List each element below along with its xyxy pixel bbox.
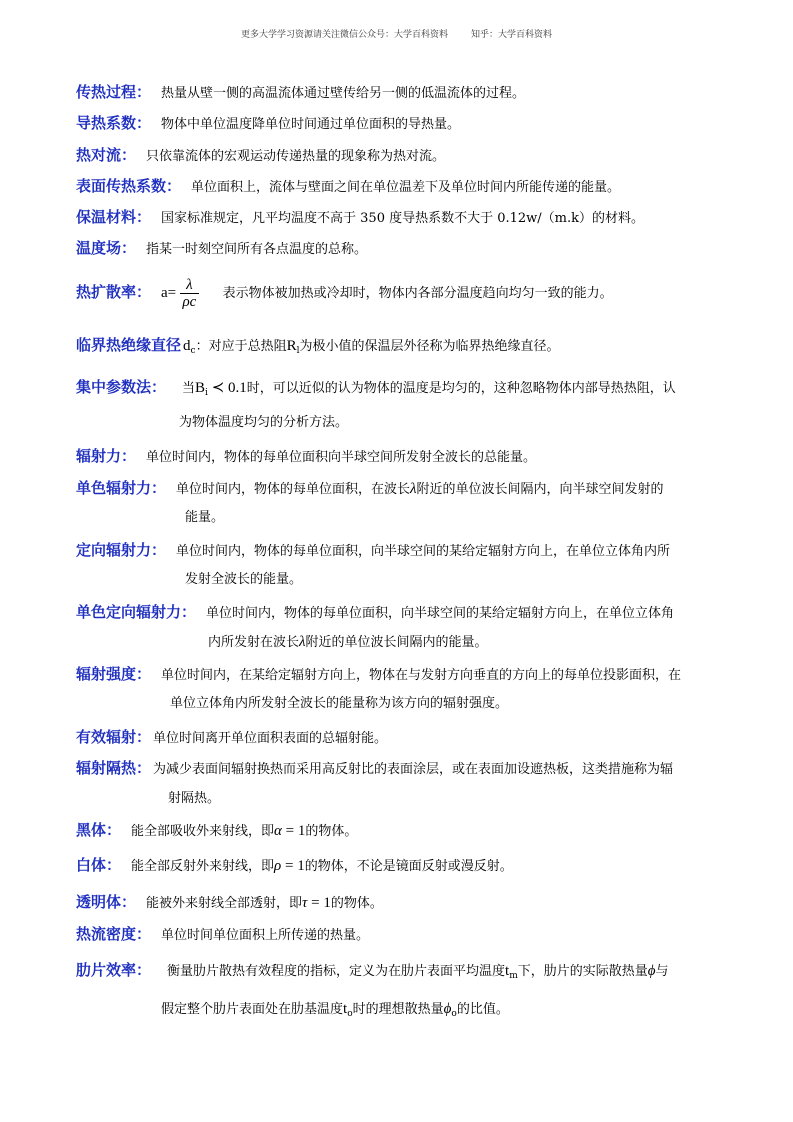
definition-part2: 附近的单位波长间隔内，向半球空间发射的: [416, 482, 664, 497]
entry-heat-transfer-process: [76, 77, 726, 109]
symbol-r: R: [286, 338, 297, 354]
term: 表面传热系数：: [76, 177, 182, 195]
symbol-t: t: [505, 963, 510, 979]
definition-part2: 的物体。: [330, 896, 383, 911]
definition: 物体中单位温度降单位时间通过单位面积的导热量。: [161, 117, 461, 132]
relation: = 1: [281, 858, 305, 874]
definition: 只依靠流体的宏观运动传递热量的现象称为热对流。: [146, 149, 446, 164]
term: 临界热绝缘直径: [76, 336, 182, 354]
definition-part2: 为极小值的保温层外径称为临界热绝缘直径。: [299, 339, 560, 354]
entry-emissive-power: [76, 441, 726, 473]
entry-fin-efficiency: [76, 955, 726, 991]
term: 传热过程：: [76, 83, 152, 101]
term: 单色辐射力：: [76, 479, 167, 497]
definition: 单位时间离开单位面积表面的总辐射能。: [153, 731, 388, 746]
term: 集中参数法：: [76, 378, 167, 396]
term: 单色定向辐射力：: [76, 603, 197, 621]
definition-part3: 与: [655, 964, 669, 979]
entry-insulation-material: [76, 202, 726, 234]
entry-black-body: [76, 815, 726, 847]
symbol-phi0-subscript: o: [451, 1009, 457, 1019]
symbol-phi0: ϕ: [443, 1001, 452, 1017]
entry-fin-efficiency-continuation: [161, 994, 509, 1029]
entry-lumped-parameter-method: [76, 372, 726, 408]
entry-surface-heat-transfer-coefficient: [76, 171, 726, 203]
symbol-t0-subscript: o: [347, 1009, 353, 1019]
definition: 单位时间内，在某给定辐射方向上，物体在与发射方向垂直的方向上的每单位投影面积，在: [161, 668, 682, 683]
symbol-alpha: α: [274, 823, 282, 839]
entry-radiation-intensity-continuation: 单位立体角内所发射全波长的能量称为该方向的辐射强度。: [170, 696, 509, 711]
diffusivity-fraction: [180, 277, 199, 310]
definition-part1: 衡量肋片散热有效程度的指标，定义为在肋片表面平均温度: [167, 964, 506, 979]
definition: 单位时间内，物体的每单位面积，向半球空间的某给定辐射方向上，在单位立体角内所: [176, 544, 671, 559]
symbol-r-subscript: l: [296, 346, 300, 356]
term: 辐射力：: [76, 447, 137, 465]
entry-radiosity: [76, 722, 726, 754]
definition-part2: 时，可以近似的认为物体的温度是均匀的，这种忽略物体内部导热热阻，认: [246, 381, 676, 396]
term: 肋片效率：: [76, 961, 152, 979]
term: 热扩散率：: [76, 283, 152, 301]
definition-part1: 能被外来射线全部透射，即: [146, 896, 303, 911]
entry-radiation-shielding: [76, 753, 726, 785]
term: 定向辐射力：: [76, 541, 167, 559]
continuation-part2: 时的理想散热量: [352, 1002, 444, 1017]
definition: 国家标准规定，凡平均温度不高于 350 度导热系数不大于 0.12w/（m.k）的材料。: [161, 211, 645, 226]
continuation-part2: 附近的单位波长间隔内的能量。: [305, 635, 488, 650]
term: 导热系数：: [76, 114, 152, 132]
term: 白体：: [76, 856, 122, 874]
term: 热对流：: [76, 146, 137, 164]
definition: 单位时间内，物体的每单位面积，向半球空间的某给定辐射方向上，在单位立体角: [206, 606, 675, 621]
symbol-phi: ϕ: [647, 963, 656, 979]
term: 有效辐射：: [76, 728, 152, 746]
entry-thermal-diffusivity: [76, 272, 726, 314]
entry-directional-emissive-power: [76, 535, 726, 567]
definition-part2: 的物体，不论是镜面反射或漫反射。: [304, 859, 513, 874]
definition: 单位时间单位面积上所传递的热量。: [161, 928, 370, 943]
relation: = 1: [307, 895, 331, 911]
entry-lumped-parameter-continuation: 为物体温度均匀的分析方法。: [179, 415, 349, 430]
entry-monochromatic-directional-emissive-power: [76, 597, 726, 629]
entry-monochromatic-continuation: 能量。: [185, 510, 225, 525]
entry-heat-flux: [76, 919, 726, 951]
symbol-d-subscript: c: [190, 346, 196, 356]
definition: 单位面积上，流体与壁面之间在单位温差下及单位时间内所能传递的能量。: [191, 180, 621, 195]
symbol-tau: τ: [302, 895, 308, 911]
definition-part2: 下，肋片的实际散热量: [517, 964, 648, 979]
definition-part2: 的物体。: [305, 824, 358, 839]
entry-mono-directional-continuation: [208, 627, 488, 658]
definition: 表示物体被加热或冷却时，物体内各部分温度趋向均匀一致的能力。: [222, 286, 613, 301]
continuation-part1: 内所发射在波长: [208, 635, 300, 650]
symbol-t-subscript: m: [509, 971, 518, 981]
term: 辐射强度：: [76, 665, 152, 683]
symbol-lambda: λ: [299, 634, 306, 650]
continuation-part1: 假定整个肋片表面处在肋基温度: [161, 1002, 344, 1017]
definition: 单位时间内，物体的每单位面积向半球空间所发射全波长的总能量。: [146, 450, 537, 465]
definition-part1: 单位时间内，物体的每单位面积，在波长: [176, 482, 411, 497]
symbol-rho: ρ: [274, 858, 282, 874]
entry-monochromatic-emissive-power: [76, 473, 726, 505]
definition-part1: ：对应于总热阻: [195, 339, 287, 354]
definition: 热量从壁一侧的高温流体通过壁传给另一侧的低温流体的过程。: [161, 86, 526, 101]
entry-temperature-field: [76, 233, 726, 265]
page-header: [0, 27, 793, 40]
term: 热流密度：: [76, 925, 152, 943]
entry-thermal-conductivity: [76, 108, 726, 140]
entry-radiation-intensity: [76, 659, 726, 691]
definition-part1: 能全部反射外来射线，即: [131, 859, 275, 874]
header-zhihu-note: 知乎：大学百科资料: [470, 30, 552, 40]
formula-prefix: a=: [161, 285, 177, 301]
symbol-d: d: [183, 338, 191, 354]
continuation-part3: 的比值。: [456, 1002, 509, 1017]
symbol-t0: t: [343, 1001, 348, 1017]
definition-part1: 能全部吸收外来射线，即: [131, 824, 275, 839]
symbol-lambda: λ: [410, 481, 417, 497]
relation: = 1: [281, 823, 306, 839]
fraction-numerator: λ: [180, 277, 199, 294]
symbol-b-subscript: i: [205, 388, 208, 398]
entry-critical-insulation-diameter: [76, 330, 726, 366]
fraction-denominator: ρc: [182, 294, 197, 310]
term: 辐射隔热：: [76, 759, 152, 777]
term: 温度场：: [76, 239, 137, 257]
symbol-b: B: [195, 380, 206, 396]
entry-radiation-shielding-continuation: 射隔热。: [168, 791, 221, 806]
entry-convection: [76, 140, 726, 172]
definition-part1: 当: [182, 381, 196, 396]
definition: 为减少表面间辐射换热而采用高反射比的表面涂层，或在表面加设遮热板，这类措施称为辐: [153, 762, 674, 777]
term: 保温材料：: [76, 208, 152, 226]
entry-directional-continuation: 发射全波长的能量。: [185, 572, 303, 587]
entry-white-body: [76, 850, 726, 882]
relation: ≺ 0.1: [207, 380, 247, 396]
term: 透明体：: [76, 893, 137, 911]
entry-transparent-body: [76, 887, 726, 919]
term: 黑体：: [76, 821, 122, 839]
definition: 指某一时刻空间所有各点温度的总称。: [146, 242, 368, 257]
header-wechat-note: 更多大学学习资源请关注微信公众号：大学百科资料: [241, 30, 449, 40]
